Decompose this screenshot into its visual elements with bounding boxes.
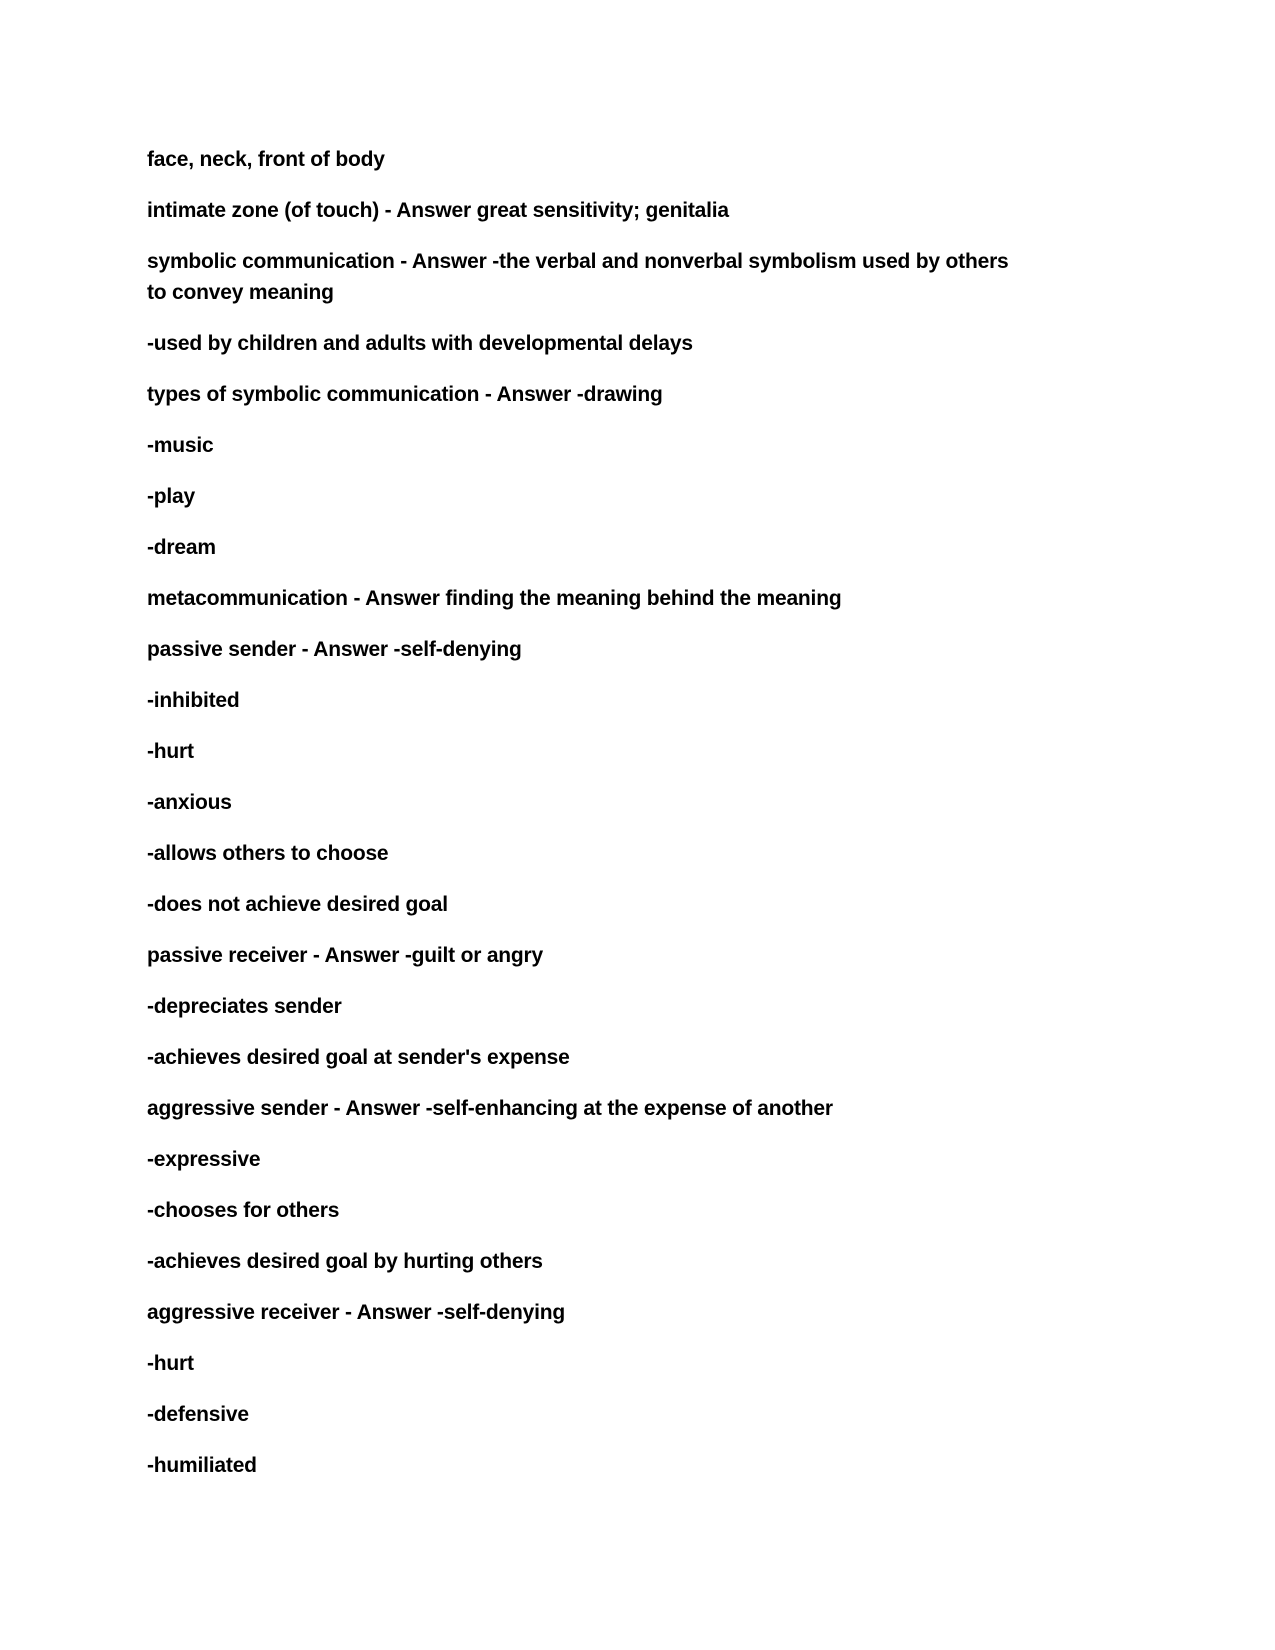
text-line: passive sender - Answer -self-denying bbox=[147, 638, 522, 661]
text-line: -music bbox=[147, 434, 214, 457]
text-line: face, neck, front of body bbox=[147, 148, 385, 171]
text-line: -depreciates sender bbox=[147, 995, 342, 1018]
text-line: -dream bbox=[147, 536, 216, 559]
text-line: -used by children and adults with developmental delays bbox=[147, 332, 693, 355]
text-line: metacommunication - Answer finding the meaning behind the meaning bbox=[147, 587, 842, 610]
text-line: -hurt bbox=[147, 740, 194, 763]
text-line: passive receiver - Answer -guilt or angry bbox=[147, 944, 544, 967]
text-line: types of symbolic communication - Answer -drawing bbox=[147, 383, 663, 406]
text-line: aggressive receiver - Answer -self-denying bbox=[147, 1301, 565, 1324]
text-line: -play bbox=[147, 485, 196, 508]
text-line: -hurt bbox=[147, 1352, 194, 1375]
text-line: -allows others to choose bbox=[147, 842, 389, 865]
text-line: -does not achieve desired goal bbox=[147, 893, 448, 916]
text-line: to convey meaning bbox=[147, 281, 334, 304]
text-line: -achieves desired goal by hurting others bbox=[147, 1250, 543, 1273]
text-line: -expressive bbox=[147, 1148, 261, 1171]
text-line: symbolic communication - Answer -the verbal and nonverbal symbolism used by others bbox=[147, 250, 1009, 273]
text-line: -chooses for others bbox=[147, 1199, 340, 1222]
text-line: -inhibited bbox=[147, 689, 240, 712]
text-line: -anxious bbox=[147, 791, 232, 814]
text-line: -humiliated bbox=[147, 1454, 257, 1477]
text-line: -achieves desired goal at sender's expense bbox=[147, 1046, 570, 1069]
text-line: aggressive sender - Answer -self-enhancing at the expense of another bbox=[147, 1097, 833, 1120]
text-line: intimate zone (of touch) - Answer great sensitivity; genitalia bbox=[147, 199, 729, 222]
text-line: -defensive bbox=[147, 1403, 249, 1426]
